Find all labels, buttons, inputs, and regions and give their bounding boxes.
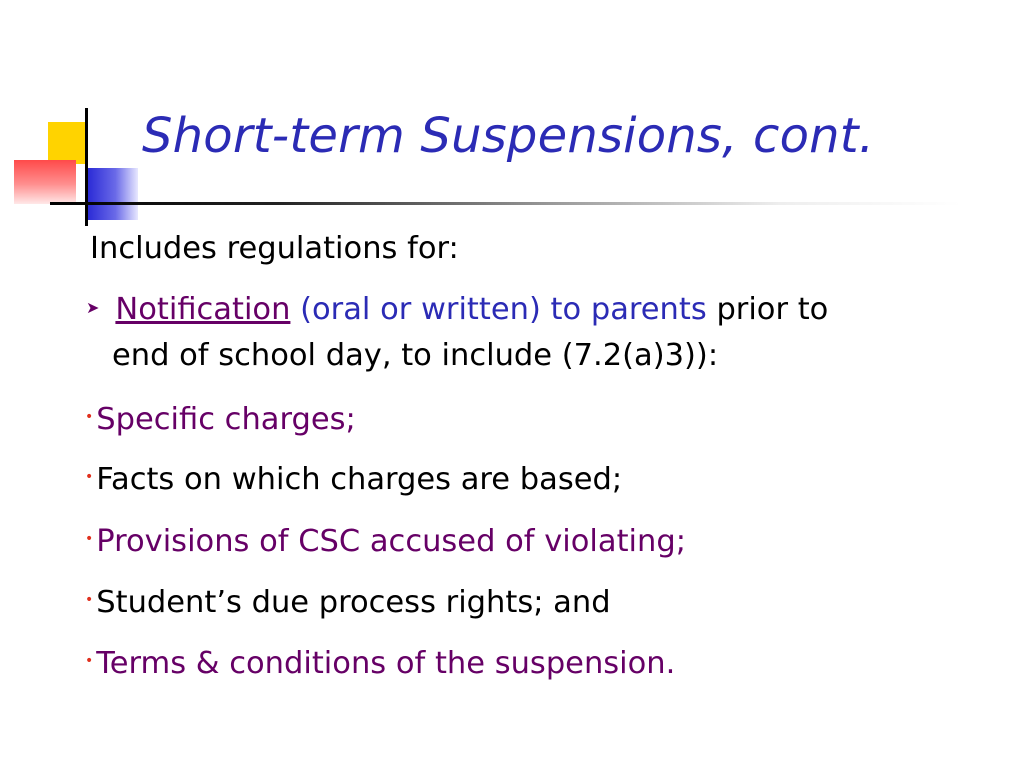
bullet-text: Specific charges;	[96, 402, 356, 437]
bullet-item	[85, 402, 356, 437]
bullet-item	[85, 462, 622, 497]
title-underline-rule	[50, 202, 962, 205]
arrow-item-middle-text: (oral or written) to parents	[300, 292, 707, 327]
bullet-item	[85, 646, 675, 681]
blue-square-shape	[88, 168, 138, 220]
bullet-dot-icon: •	[85, 531, 94, 547]
bullet-dot-icon: •	[85, 592, 94, 608]
yellow-square-shape	[48, 122, 88, 164]
bullet-dot-icon: •	[85, 653, 94, 669]
intro-text: Includes regulations for:	[90, 231, 459, 266]
bullet-text: Facts on which charges are based;	[96, 462, 623, 497]
bullet-dot-icon: •	[85, 409, 94, 425]
red-square-shape	[14, 160, 76, 204]
arrow-item-continuation: end of school day, to include (7.2(a)3)):	[112, 338, 719, 373]
vertical-rule	[85, 108, 88, 226]
bullet-item	[85, 585, 611, 620]
bullet-text: Provisions of CSC accused of violating;	[96, 524, 686, 559]
notification-link[interactable]: Notification	[115, 292, 291, 327]
arrow-bullet-icon: ➤	[86, 298, 100, 317]
arrow-item-tail-text: prior to	[716, 292, 829, 327]
slide-title: Short-term Suspensions, cont.	[142, 108, 875, 164]
slide-logo-graphic	[0, 100, 160, 230]
bullet-item	[85, 524, 686, 559]
bullet-text: Terms & conditions of the suspension.	[96, 646, 676, 681]
arrow-list-item	[86, 292, 828, 327]
bullet-dot-icon: •	[85, 469, 94, 485]
bullet-text: Student’s due process rights; and	[96, 585, 611, 620]
